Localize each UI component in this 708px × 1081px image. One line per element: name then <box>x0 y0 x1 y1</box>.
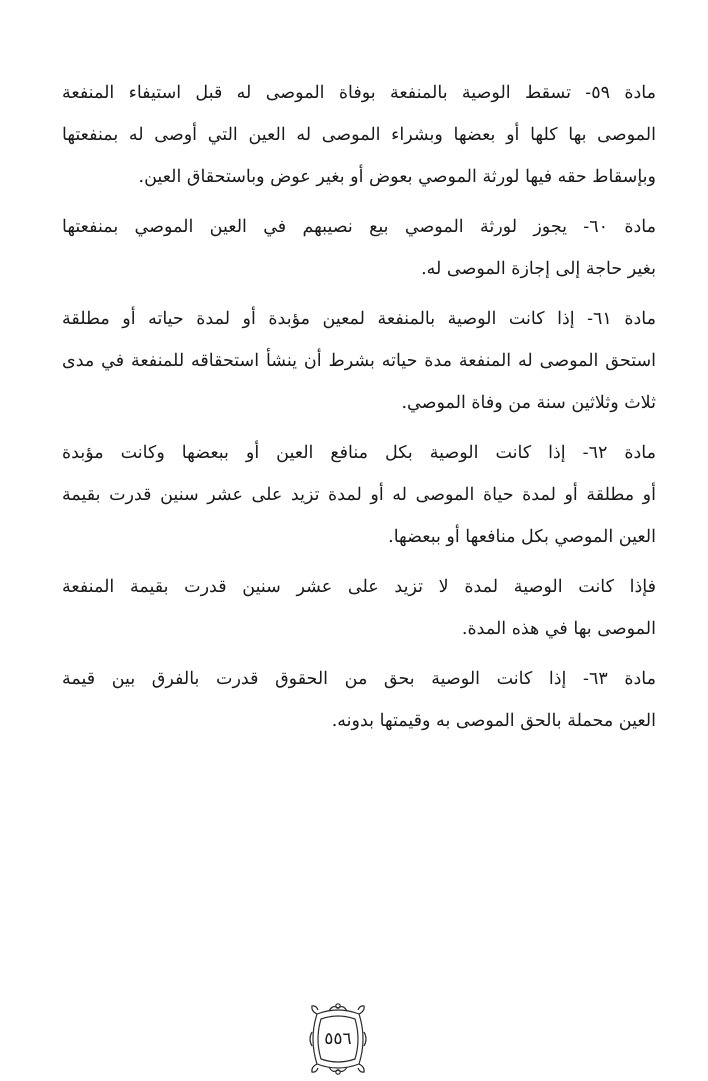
text-line: مادة ٦٢- إذا كانت الوصية بكل منافع العين أو ببعضها وكانت مؤبدة <box>62 443 657 463</box>
paragraph-article-61 <box>62 298 656 424</box>
text-line: وبإسقاط حقه فيها لورثة الموصي بعوض أو بغير عوض وباستحقاق العين. <box>138 167 656 187</box>
paragraph-article-62 <box>62 432 656 558</box>
text-line: مادة ٦٠- يجوز لورثة الموصي بيع نصيبهم في العين الموصي بمنفعتها <box>62 217 657 237</box>
page-number: ٥٥٦ <box>324 1029 352 1049</box>
text-line: العين محملة بالحق الموصى به وقيمتها بدونه. <box>331 711 656 731</box>
page-number-ornament <box>303 1002 373 1076</box>
text-line: العين الموصي بكل منافعها أو ببعضها. <box>388 527 656 547</box>
page-body <box>62 72 656 742</box>
text-line: مادة ٦١- إذا كانت الوصية بالمنفعة لمعين مؤبدة أو لمدة حياته أو مطلقة <box>62 309 656 329</box>
paragraph-article-62-continued <box>62 566 656 650</box>
text-line: بغير حاجة إلى إجازة الموصى له. <box>421 259 656 279</box>
paragraph-article-59 <box>62 72 656 198</box>
text-line: ثلاث وثلاثين سنة من وفاة الموصي. <box>401 393 656 413</box>
text-line: الموصى بها في هذه المدة. <box>461 619 656 639</box>
paragraph-article-63 <box>62 658 656 742</box>
text-line: مادة ٥٩- تسقط الوصية بالمنفعة بوفاة الموصى له قبل استيفاء المنفعة <box>62 83 657 103</box>
text-line: فإذا كانت الوصية لمدة لا تزيد على عشر سنين قدرت بقيمة المنفعة <box>62 577 656 597</box>
text-line: الموصى بها كلها أو بعضها وبشراء الموصى له العين التي أوصى له بمنفعتها <box>62 125 656 145</box>
text-line: استحق الموصى له المنفعة مدة حياته بشرط أن ينشأ استحقاقه للمنفعة في مدى <box>62 351 656 371</box>
paragraph-article-60 <box>62 206 656 290</box>
text-line: مادة ٦٣- إذا كانت الوصية بحق من الحقوق قدرت بالفرق بين قيمة <box>62 669 657 689</box>
text-line: أو مطلقة أو لمدة حياة الموصى له أو لمدة تزيد على عشر سنين قدرت بقيمة <box>62 485 656 505</box>
